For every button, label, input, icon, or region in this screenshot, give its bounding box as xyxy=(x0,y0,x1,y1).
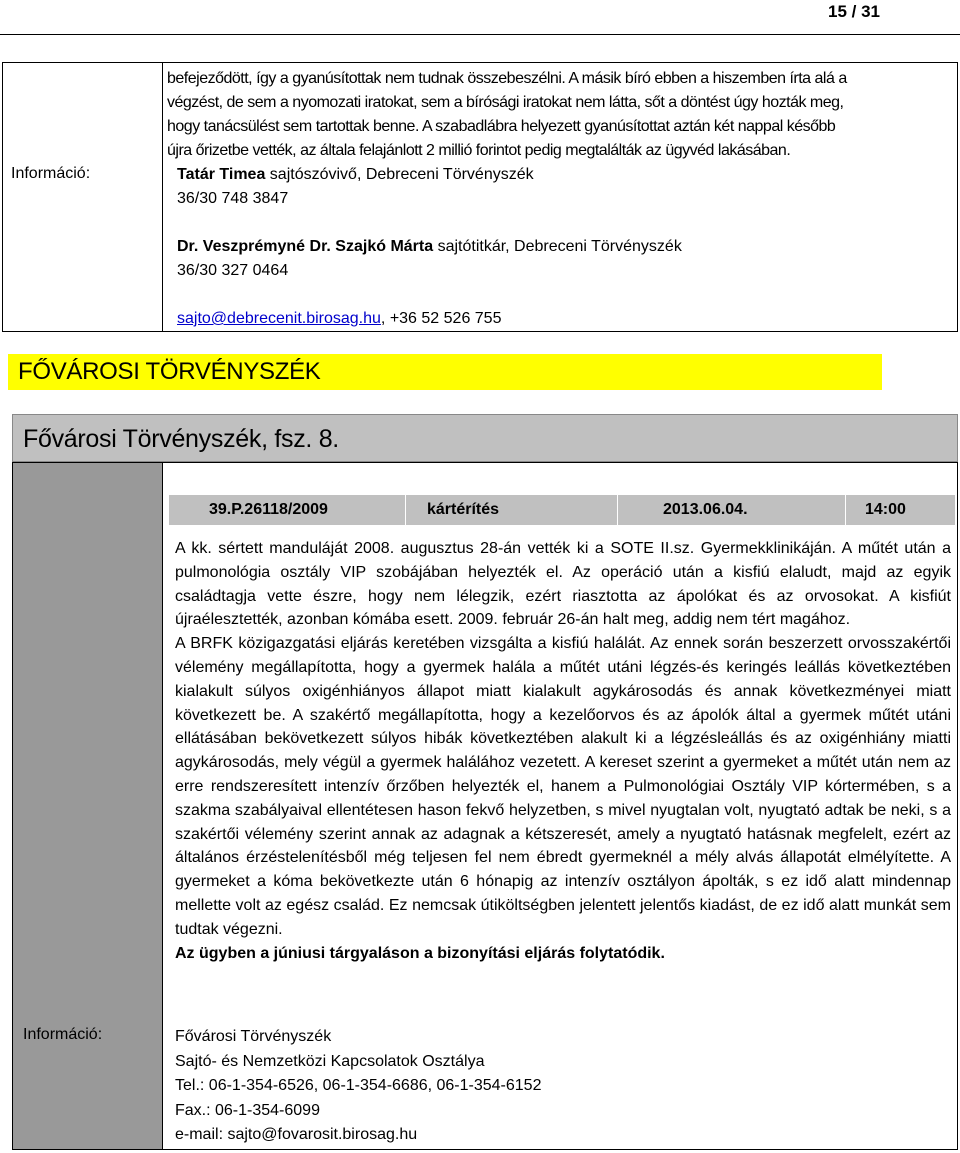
contact1-role: sajtószóvivő, Debreceni Törvényszék xyxy=(265,166,534,183)
info-paragraph-line: újra őrizetbe vették, az általa felajánlott 2 millió forintot pedig megtalálták az ügyvéd lakásában. xyxy=(167,142,791,159)
contact2-role: sajtótitkár, Debreceni Törvényszék xyxy=(433,238,682,255)
press-contact-line: Tel.: 06-1-354-6526, 06-1-354-6686, 06-1-354-6152 xyxy=(175,1077,542,1094)
page-number: 15 / 31 xyxy=(828,2,880,21)
info-table-1 xyxy=(2,62,958,332)
contact2-name: Dr. Veszprémyné Dr. Szajkó Márta xyxy=(177,238,434,255)
case-description xyxy=(175,537,951,965)
case-header xyxy=(169,495,955,525)
contact1-name: Tatár Timea xyxy=(177,166,266,183)
case-date: 2013.06.04. xyxy=(663,501,748,518)
info-label: Információ: xyxy=(23,1026,103,1043)
court-heading: FŐVÁROSI TÖRVÉNYSZÉK xyxy=(8,354,882,390)
info-label-cell xyxy=(3,63,163,331)
info-content xyxy=(167,67,957,331)
contact1-phone: 36/30 748 3847 xyxy=(177,190,289,207)
press-contact-line: e-mail: sajto@fovarosit.birosag.hu xyxy=(175,1126,418,1143)
press-contact xyxy=(175,1025,951,1148)
info-label: Információ: xyxy=(11,165,91,182)
press-contact-line: Fax.: 06-1-354-6099 xyxy=(175,1101,320,1119)
email-suffix: , +36 52 526 755 xyxy=(380,310,502,327)
press-contact-line: Sajtó- és Nemzetközi Kapcsolatok Osztálya xyxy=(175,1052,485,1070)
case-paragraph-1: A kk. sértett manduláját 2008. augusztus 28-án vették ki a SOTE II.sz. Gyermekklinikáján. A műtét után a pulmonológia osztály VIP szobájában helyezték el. Az operáció után a kisfiú elaludt, majd az egyik családtagja vette észre, hogy nem lélegzik, ezért riasztotta az ápolókat és az orvosokat. A kisfiút újraélesztették, azonban kómába esett. 2009. február 26-án halt meg, addig nem tért magához. xyxy=(175,540,951,629)
press-contact-line: Fővárosi Törvényszék xyxy=(175,1028,332,1045)
info-table-2 xyxy=(12,462,958,1150)
case-number: 39.P.26118/2009 xyxy=(209,501,328,518)
info-paragraph-line: befejeződött, így a gyanúsítottak nem tudnak összebeszélni. A másik bíró ebben a hiszemben írta alá a xyxy=(167,70,847,87)
info-paragraph-line: hogy tanácsülést sem tartottak benne. A szabadlábra helyezett gyanúsítottat aztán két nappal később xyxy=(167,118,836,135)
contact-block xyxy=(177,163,957,331)
email-link[interactable]: sajto@debrecenit.birosag.hu xyxy=(177,310,381,327)
case-time: 14:00 xyxy=(865,501,906,518)
case-paragraph-3: Az ügyben a júniusi tárgyaláson a bizonyítási eljárás folytatódik. xyxy=(175,944,665,962)
header-rule xyxy=(0,34,960,35)
info-label-cell xyxy=(13,463,163,1149)
info-paragraph-line: végzést, de sem a nyomozati iratokat, sem a bírósági iratokat nem látta, sőt a döntést úgy hozták meg, xyxy=(167,94,844,111)
case-paragraph-2: A BRFK közigazgatási eljárás keretében vizsgálta a kisfiú halálát. Az ennek során beszerzett orvosszakértői vélemény megállapította, hogy a gyermek halála a műtét utáni légzés-és keringés leállás következtében kialakult súlyos oxigénhiányos állapot miatt kialakult agykárosodás és annak következményei miatt következett be. A szakértő megállapította, hogy a kezelőorvos és az ápolók által a gyermek műtét utáni ellátásában bekövetkezett súlyos hibák következtében alakult ki a légzésleállás és az oxigénhiány miatti agykárosodás, mely végül a gyermek halálához vezetett. A kereset szerint a gyermeket a műtét után nem az erre rendszeresített intenzív őrzőben helyezték el, hanem a Pulmonológiai Osztály VIP kórtermében, s a szakma szabályaival ellentétesen hason fekvő helyzetben, s mivel nyugtalan volt, nyugtató adtak be neki, s a szakértői vélemény szerint annak az adagnak a kétszeresét, amely a nyugtató hatásnak megfelelt, ezért az általános érzéstelenítésből még teljesen fel nem ébredt gyermeknél a mély alvás állapotát elmélyítette. A gyermeket a kóma bekövetkezte után 6 hónapig az intenzív osztályon ápolták, s ez idő alatt mindennap mellette volt az egész család. Ez nemcsak útiköltségben jelentett jelentős kiadást, de ez idő alatt munkát sem tudtak végezni. xyxy=(175,635,951,938)
case-type: kártérítés xyxy=(427,501,500,518)
venue-heading: Fővárosi Törvényszék, fsz. 8. xyxy=(12,414,958,462)
contact2-phone: 36/30 327 0464 xyxy=(177,262,289,279)
